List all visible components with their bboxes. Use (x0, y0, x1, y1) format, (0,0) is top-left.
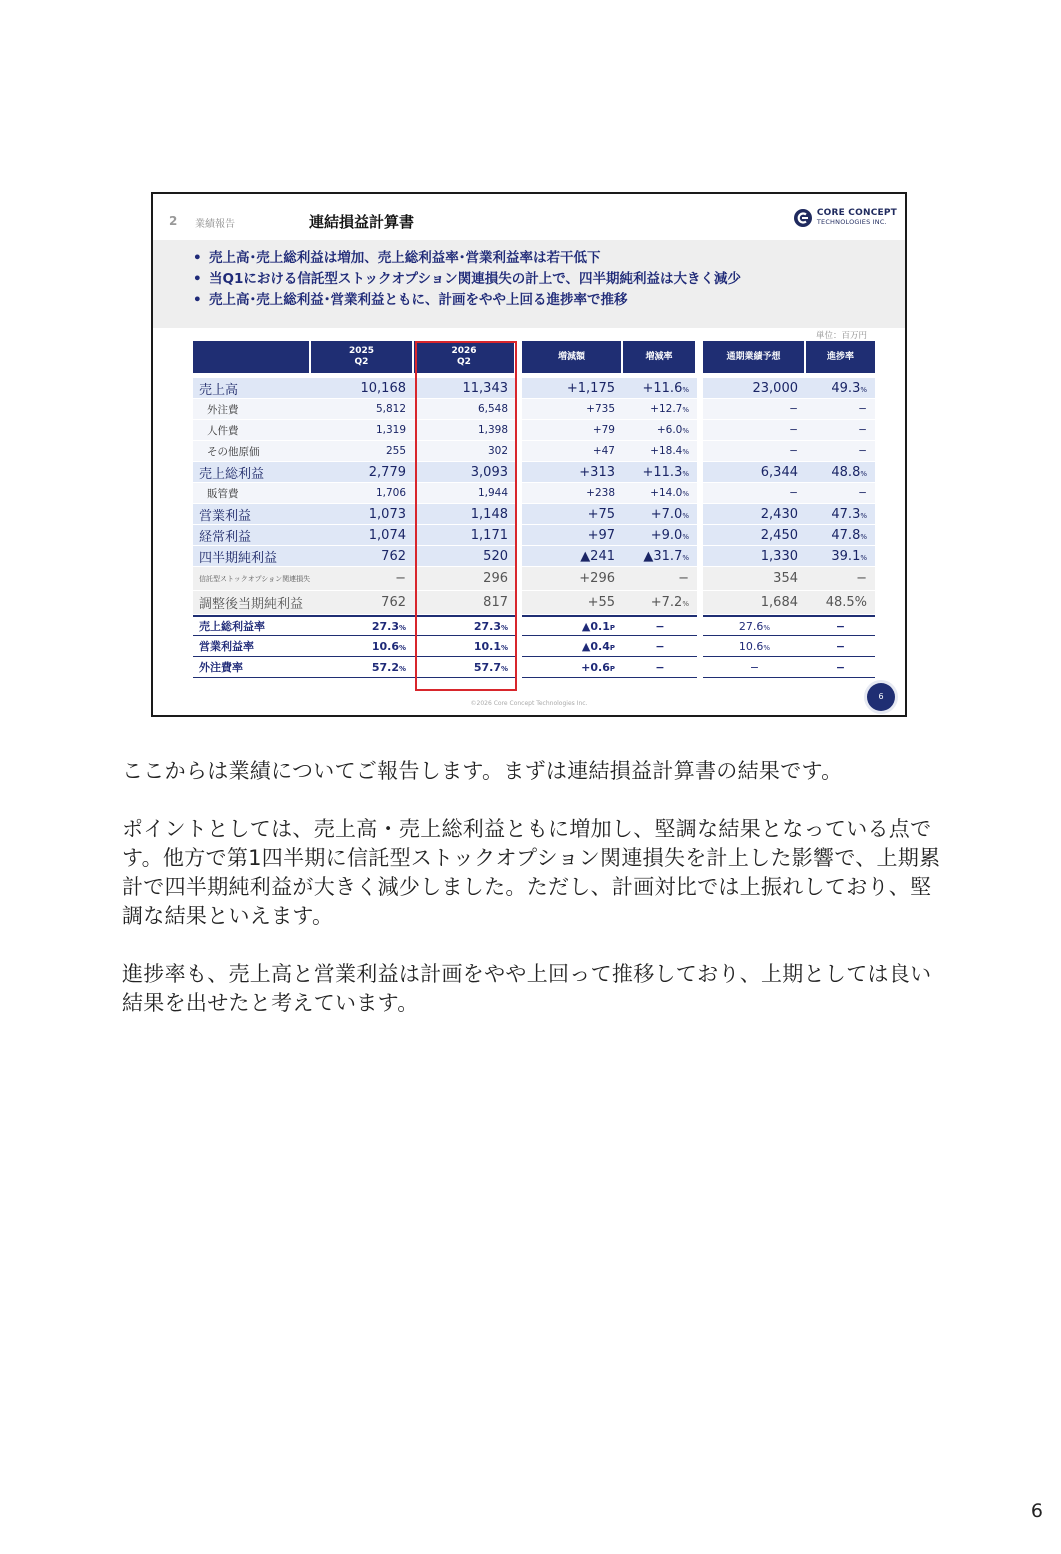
cell-change-amount: +296 (522, 567, 623, 591)
unit-label: 単位：百万円 (815, 331, 867, 341)
cell-2026-q2: 1,148 (414, 504, 516, 525)
table-row (193, 567, 875, 591)
cell-change-amount: ▲241 (522, 546, 623, 567)
cell-2025-q2: 1,319 (311, 420, 414, 441)
row-label: 四半期純利益 (193, 546, 311, 567)
cell-change-amount: +75 (522, 504, 623, 525)
cell-progress-rate: 48.5% (806, 591, 875, 615)
cell-full-year-forecast: 6,344 (703, 462, 806, 483)
slide-title: 連結損益計算書 (309, 213, 415, 231)
cell-progress-rate: 47.3% (806, 504, 875, 525)
cell-change-rate: +11.6% (623, 378, 697, 399)
cell-progress-rate: − (806, 615, 875, 636)
cell-2025-q2: 1,706 (311, 483, 414, 504)
table-row (193, 483, 875, 504)
cell-full-year-forecast: − (703, 441, 806, 462)
cell-2025-q2: 5,812 (311, 399, 414, 420)
cell-progress-rate: − (806, 420, 875, 441)
cell-full-year-forecast: − (703, 420, 806, 441)
cell-2025-q2: 1,073 (311, 504, 414, 525)
cell-progress-rate: − (806, 399, 875, 420)
cell-2025-q2: 2,779 (311, 462, 414, 483)
company-logo (793, 207, 897, 229)
row-label: 外注費 (193, 399, 311, 420)
table-row (193, 399, 875, 420)
row-label: 営業利益率 (193, 636, 311, 657)
cell-2026-q2: 10.1% (414, 636, 516, 657)
speaker-notes (122, 757, 952, 1047)
row-label: 外注費率 (193, 657, 311, 678)
header-2026-q2: 2026 Q2 (414, 341, 516, 373)
cell-change-rate: +18.4% (623, 441, 697, 462)
section-number: 2 (169, 214, 178, 228)
cell-change-amount: +97 (522, 525, 623, 546)
cell-2026-q2: 3,093 (414, 462, 516, 483)
notes-paragraph: ここからは業績についてご報告します。まずは連結損益計算書の結果です。 (122, 759, 843, 783)
logo-text-line1: CORE CONCEPT (816, 208, 897, 218)
table-row (193, 462, 875, 483)
cell-change-amount: +47 (522, 441, 623, 462)
row-label: 調整後当期純利益 (193, 591, 311, 615)
row-label: 経常利益 (193, 525, 311, 546)
table-row (193, 441, 875, 462)
cell-change-rate: − (623, 615, 697, 636)
cell-2026-q2: 817 (414, 591, 516, 615)
cell-2026-q2: 302 (414, 441, 516, 462)
cell-2025-q2: 762 (311, 591, 414, 615)
cell-change-amount: +238 (522, 483, 623, 504)
cell-change-amount: +55 (522, 591, 623, 615)
cell-change-amount: +79 (522, 420, 623, 441)
cell-change-rate: +7.0% (623, 504, 697, 525)
cell-2026-q2: 296 (414, 567, 516, 591)
table-row (193, 657, 875, 678)
header-change-rate: 増減率 (623, 341, 697, 373)
cell-2026-q2: 1,398 (414, 420, 516, 441)
cell-2026-q2: 6,548 (414, 399, 516, 420)
cell-change-rate: +7.2% (623, 591, 697, 615)
cell-2026-q2: 520 (414, 546, 516, 567)
row-label: 営業利益 (193, 504, 311, 525)
cell-full-year-forecast: 1,684 (703, 591, 806, 615)
cell-change-amount: +313 (522, 462, 623, 483)
header-change-amount: 増減額 (522, 341, 623, 373)
cell-full-year-forecast: − (703, 399, 806, 420)
cell-full-year-forecast: − (703, 483, 806, 504)
cell-full-year-forecast: 23,000 (703, 378, 806, 399)
notes-paragraph: ポイントとしては、売上高・売上総利益ともに増加し、堅調な結果となっている点です。他方で第1四半期に信託型ストックオプション関連損失を計上した影響で、上期累計で四半期純利益が大きく減少しました。ただし、計画対比では上振れしており、堅調な結果といえます。 (122, 817, 941, 928)
cell-progress-rate: − (806, 483, 875, 504)
table-header-row (193, 341, 875, 373)
cell-progress-rate: 49.3% (806, 378, 875, 399)
cell-2025-q2: 27.3% (311, 615, 414, 636)
income-statement-table (193, 341, 875, 678)
section-name: 業績報告 (195, 219, 235, 230)
company-logo-icon (793, 208, 813, 228)
row-label: 売上総利益 (193, 462, 311, 483)
cell-2025-q2: 762 (311, 546, 414, 567)
key-points (153, 240, 905, 328)
cell-progress-rate: − (806, 567, 875, 591)
cell-change-amount: +735 (522, 399, 623, 420)
copyright: ©2026 Core Concept Technologies Inc. (470, 700, 588, 707)
cell-progress-rate: − (806, 657, 875, 678)
table-row (193, 591, 875, 615)
cell-2026-q2: 27.3% (414, 615, 516, 636)
page-number: 6 (1030, 1500, 1043, 1522)
cell-change-rate: +6.0% (623, 420, 697, 441)
row-label: 販管費 (193, 483, 311, 504)
table-row (193, 615, 875, 636)
cell-change-rate: +9.0% (623, 525, 697, 546)
cell-full-year-forecast: 10.6% (703, 636, 806, 657)
notes-paragraph: 進捗率も、売上高と営業利益は計画をやや上回って推移しており、上期としては良い結果を出せたと考えています。 (122, 962, 932, 1015)
cell-2026-q2: 11,343 (414, 378, 516, 399)
cell-progress-rate: 47.8% (806, 525, 875, 546)
key-point: • 当Q1における信託型ストックオプション関連損失の計上で、四半期純利益は大きく減少 (193, 269, 905, 290)
cell-change-rate: − (623, 657, 697, 678)
cell-full-year-forecast: 354 (703, 567, 806, 591)
header-2025-q2: 2025 Q2 (311, 341, 414, 373)
cell-full-year-forecast: 2,430 (703, 504, 806, 525)
cell-progress-rate: − (806, 636, 875, 657)
header-progress-rate: 進捗率 (806, 341, 875, 373)
cell-change-rate: +11.3% (623, 462, 697, 483)
key-point: • 売上高･売上総利益･営業利益ともに、計画をやや上回る進捗率で推移 (193, 290, 905, 311)
header-full-year-forecast: 通期業績予想 (703, 341, 806, 373)
cell-change-amount: +0.6P (522, 657, 623, 678)
cell-change-rate: +14.0% (623, 483, 697, 504)
cell-2026-q2: 57.7% (414, 657, 516, 678)
row-label: 売上高 (193, 378, 311, 399)
cell-2025-q2: 1,074 (311, 525, 414, 546)
cell-2025-q2: 10.6% (311, 636, 414, 657)
cell-change-amount: +1,175 (522, 378, 623, 399)
cell-progress-rate: 39.1% (806, 546, 875, 567)
row-label: 売上総利益率 (193, 615, 311, 636)
slide-header (153, 194, 905, 246)
logo-text-line2: TECHNOLOGIES INC. (816, 218, 887, 226)
table-row (193, 546, 875, 567)
cell-full-year-forecast: 27.6% (703, 615, 806, 636)
slide-page-badge: 6 (867, 683, 895, 711)
cell-2026-q2: 1,171 (414, 525, 516, 546)
cell-progress-rate: − (806, 441, 875, 462)
cell-change-rate: +12.7% (623, 399, 697, 420)
cell-2025-q2: 57.2% (311, 657, 414, 678)
cell-change-rate: − (623, 567, 697, 591)
cell-change-amount: ▲0.4P (522, 636, 623, 657)
cell-change-rate: ▲31.7% (623, 546, 697, 567)
cell-2026-q2: 1,944 (414, 483, 516, 504)
cell-2025-q2: 255 (311, 441, 414, 462)
table-row (193, 378, 875, 399)
header-label-col (193, 341, 311, 373)
cell-2025-q2: − (311, 567, 414, 591)
row-label: その他原価 (193, 441, 311, 462)
table-row (193, 420, 875, 441)
cell-full-year-forecast: 1,330 (703, 546, 806, 567)
cell-full-year-forecast: 2,450 (703, 525, 806, 546)
cell-change-amount: ▲0.1P (522, 615, 623, 636)
cell-progress-rate: 48.8% (806, 462, 875, 483)
table-row (193, 525, 875, 546)
table-row (193, 504, 875, 525)
cell-2025-q2: 10,168 (311, 378, 414, 399)
cell-full-year-forecast: − (703, 657, 806, 678)
cell-change-rate: − (623, 636, 697, 657)
table-row (193, 636, 875, 657)
row-label: 人件費 (193, 420, 311, 441)
row-label: 信託型ストックオプション関連損失 (193, 567, 311, 591)
key-point: • 売上高･売上総利益は増加、売上総利益率･営業利益率は若干低下 (193, 248, 905, 269)
slide (151, 192, 907, 717)
